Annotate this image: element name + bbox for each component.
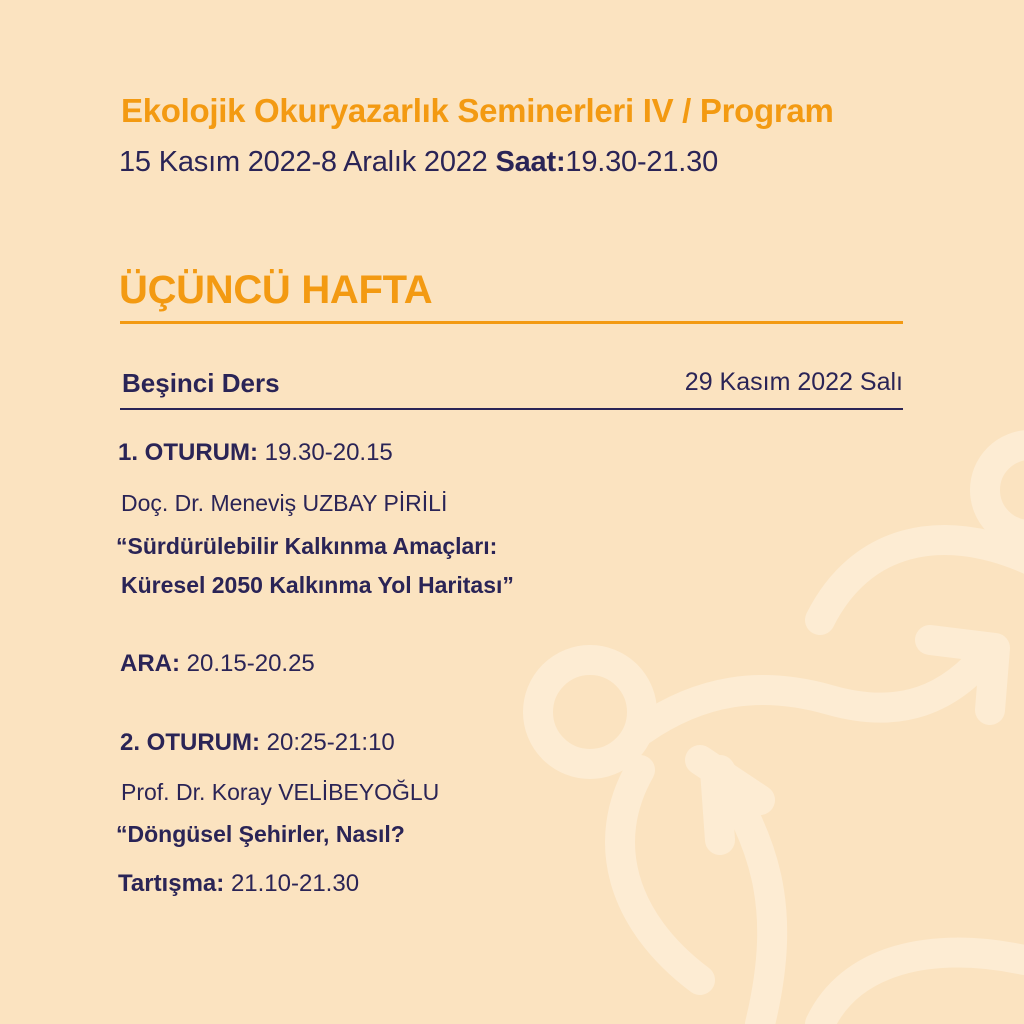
session2-speaker: Prof. Dr. Koray VELİBEYOĞLU: [121, 779, 440, 805]
session1-label: 1. OTURUM:: [118, 439, 258, 466]
lesson-divider: [120, 408, 903, 410]
date-range: 15 Kasım 2022-8 Aralık 2022: [119, 146, 488, 178]
break-row: [120, 650, 315, 678]
session1-time: 19.30-20.15: [264, 439, 393, 466]
session2-talk: “Döngüsel Şehirler, Nasıl?: [116, 821, 405, 847]
break-label: ARA:: [120, 650, 180, 677]
lesson-title: Beşinci Ders: [122, 368, 280, 398]
session1-speaker: Doç. Dr. Meneviş UZBAY PİRİLİ: [121, 490, 448, 516]
week-divider: [120, 321, 903, 324]
break-time: 20.15-20.25: [186, 650, 315, 677]
session1-row: [118, 439, 393, 467]
discussion-label: Tartışma:: [118, 870, 225, 897]
session1-talk-line1: “Sürdürülebilir Kalkınma Amaçları:: [116, 533, 498, 559]
session1-talk-line2: Küresel 2050 Kalkınma Yol Haritası”: [121, 572, 514, 598]
session2-row: [120, 729, 395, 757]
date-line: [119, 146, 718, 179]
discussion-time: 21.10-21.30: [230, 870, 360, 897]
lesson-date: 29 Kasım 2022 Salı: [684, 368, 903, 396]
series-title: Ekolojik Okuryazarlık Seminerleri IV / Program: [121, 92, 834, 129]
session2-time: 20:25-21:10: [266, 729, 395, 756]
time-label: Saat:: [495, 146, 566, 178]
week-title: ÜÇÜNCÜ HAFTA: [119, 268, 433, 312]
discussion-row: [118, 870, 359, 898]
time-value: 19.30-21.30: [565, 146, 719, 178]
session2-label: 2. OTURUM:: [120, 729, 260, 756]
